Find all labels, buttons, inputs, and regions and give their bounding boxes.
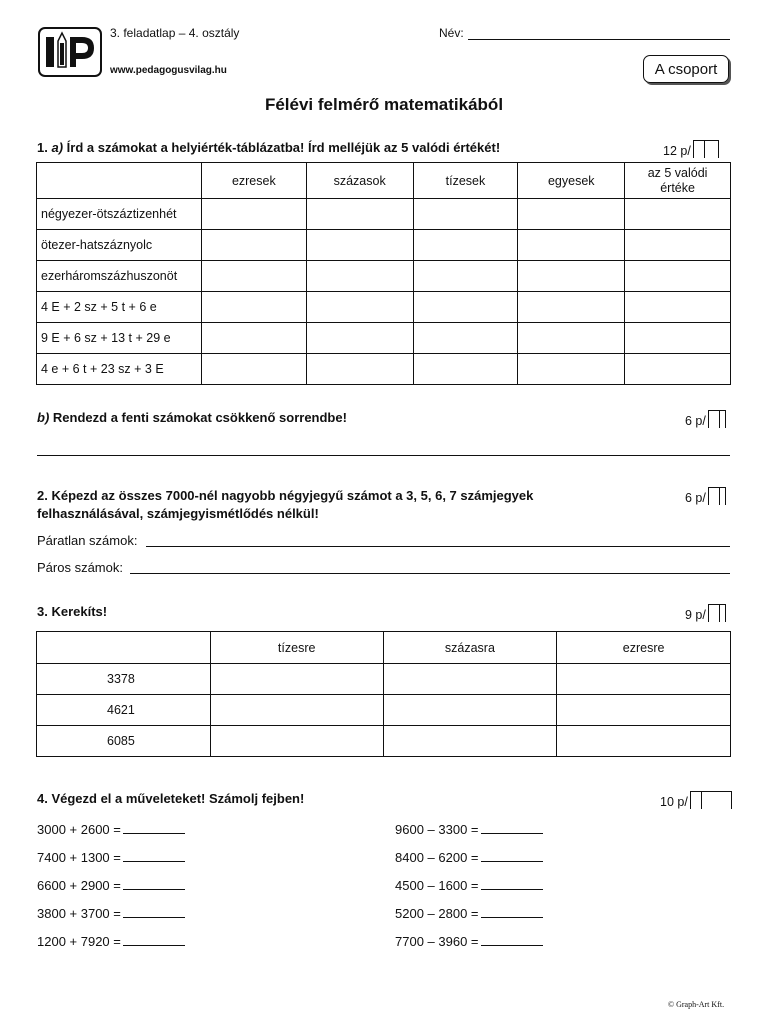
header-cell-tizesek: tízesek xyxy=(413,163,518,199)
header-cell-egyesek: egyesek xyxy=(518,163,625,199)
table-header-row xyxy=(37,632,731,664)
equation-left-5: 1200 + 7920 = xyxy=(37,933,185,949)
answer-cell[interactable] xyxy=(518,323,625,354)
task1b-answer-line[interactable] xyxy=(37,455,730,456)
answer-cell[interactable] xyxy=(383,726,557,757)
even-numbers-label: Páros számok: xyxy=(37,560,123,575)
answer-cell[interactable] xyxy=(625,230,731,261)
task3-points xyxy=(685,604,726,622)
equation-left-1: 3000 + 2600 = xyxy=(37,821,185,837)
answer-blank[interactable] xyxy=(123,933,185,946)
header-cell-ezresek: ezresek xyxy=(201,163,306,199)
table-row xyxy=(37,695,731,726)
equation-right-2: 8400 – 6200 = xyxy=(395,849,543,865)
name-label: Név: xyxy=(439,26,464,40)
task2-instruction xyxy=(37,487,533,523)
row-label: négyezer-ötszáztizenhét xyxy=(37,199,202,230)
answer-blank[interactable] xyxy=(481,933,543,946)
answer-blank[interactable] xyxy=(123,905,185,918)
answer-cell[interactable] xyxy=(306,292,413,323)
score-box[interactable] xyxy=(708,487,726,505)
task1b-text: Rendezd a fenti számokat csökkenő sorrendbe! xyxy=(52,410,347,425)
header-cell xyxy=(37,632,211,664)
copyright-footer: © Graph-Art Kft. xyxy=(668,1000,725,1009)
answer-blank[interactable] xyxy=(481,821,543,834)
answer-cell[interactable] xyxy=(625,292,731,323)
answer-cell[interactable] xyxy=(625,323,731,354)
task3-points-label: 9 p/ xyxy=(685,608,706,622)
table-header-row xyxy=(37,163,731,199)
score-box[interactable] xyxy=(708,410,726,428)
table-row xyxy=(37,230,731,261)
group-badge-label: A csoport xyxy=(654,60,718,78)
even-numbers-line[interactable] xyxy=(130,573,730,574)
answer-cell[interactable] xyxy=(518,230,625,261)
answer-cell[interactable] xyxy=(413,199,518,230)
task2-text-line1: 2. Képezd az összes 7000-nél nagyobb négyjegyű számot a 3, 5, 6, 7 számjegyek xyxy=(37,488,534,503)
table-row xyxy=(37,726,731,757)
task2-text-line2: felhasználásával, számjegyismétlődés nélkül! xyxy=(37,506,319,521)
answer-blank[interactable] xyxy=(481,849,543,862)
answer-cell[interactable] xyxy=(518,292,625,323)
answer-cell[interactable] xyxy=(557,726,731,757)
header-cell-real-value: az 5 valódi értéke xyxy=(625,163,731,199)
answer-cell[interactable] xyxy=(383,664,557,695)
answer-cell[interactable] xyxy=(210,726,383,757)
task4-points-label: 10 p/ xyxy=(660,795,688,809)
row-label: 3378 xyxy=(37,664,211,695)
row-label: 9 E + 6 sz + 13 t + 29 e xyxy=(37,323,202,354)
task1a-letter: a) xyxy=(51,140,64,155)
answer-cell[interactable] xyxy=(210,695,383,726)
task1b-points xyxy=(685,410,726,428)
answer-cell[interactable] xyxy=(306,323,413,354)
answer-cell[interactable] xyxy=(201,199,306,230)
header-cell-ezresre: ezresre xyxy=(557,632,731,664)
place-value-table xyxy=(36,162,731,385)
task1b-letter: b) xyxy=(37,410,50,425)
answer-blank[interactable] xyxy=(123,821,185,834)
task1-number: 1. xyxy=(37,140,48,155)
answer-cell[interactable] xyxy=(557,664,731,695)
rounding-table xyxy=(36,631,731,757)
equation-right-1: 9600 – 3300 = xyxy=(395,821,543,837)
equation-left-2: 7400 + 1300 = xyxy=(37,849,185,865)
answer-cell[interactable] xyxy=(518,199,625,230)
answer-cell[interactable] xyxy=(201,354,306,385)
task4-points xyxy=(660,791,732,809)
table-row xyxy=(37,664,731,695)
table-row xyxy=(37,261,731,292)
equation-right-5: 7700 – 3960 = xyxy=(395,933,543,949)
task2-points-label: 6 p/ xyxy=(685,491,706,505)
equation-right-4: 5200 – 2800 = xyxy=(395,905,543,921)
answer-blank[interactable] xyxy=(481,877,543,890)
answer-blank[interactable] xyxy=(123,849,185,862)
name-field-line[interactable] xyxy=(468,39,730,40)
score-box[interactable] xyxy=(693,140,719,158)
row-label: 6085 xyxy=(37,726,211,757)
answer-cell[interactable] xyxy=(413,230,518,261)
score-box[interactable] xyxy=(708,604,726,622)
header-cell-szazasra: százasra xyxy=(383,632,557,664)
answer-cell[interactable] xyxy=(306,230,413,261)
answer-cell[interactable] xyxy=(413,292,518,323)
odd-numbers-label: Páratlan számok: xyxy=(37,533,138,548)
answer-cell[interactable] xyxy=(201,230,306,261)
task1b-points-label: 6 p/ xyxy=(685,414,706,428)
answer-cell[interactable] xyxy=(201,261,306,292)
row-label: ötezer-hatszáznyolc xyxy=(37,230,202,261)
answer-cell[interactable] xyxy=(518,261,625,292)
task1a-instruction xyxy=(37,140,500,155)
task1a-text: Írd a számokat a helyiérték-táblázatba! Írd melléjük az 5 valódi értékét! xyxy=(66,140,501,155)
task1a-points xyxy=(663,140,719,158)
task2-points xyxy=(685,487,726,505)
answer-cell[interactable] xyxy=(625,199,731,230)
header-cell xyxy=(37,163,202,199)
website-label: www.pedagogusvilag.hu xyxy=(110,65,227,76)
group-badge xyxy=(643,55,729,83)
task3-instruction: 3. Kerekíts! xyxy=(37,604,108,619)
answer-cell[interactable] xyxy=(518,354,625,385)
equation-left-4: 3800 + 3700 = xyxy=(37,905,185,921)
equation-right-3: 4500 – 1600 = xyxy=(395,877,543,893)
answer-cell[interactable] xyxy=(306,199,413,230)
row-label: 4 e + 6 t + 23 sz + 3 E xyxy=(37,354,202,385)
row-label: ezerháromszázhuszonöt xyxy=(37,261,202,292)
publisher-logo xyxy=(38,27,102,77)
task1a-points-label: 12 p/ xyxy=(663,144,691,158)
answer-cell[interactable] xyxy=(201,323,306,354)
row-label: 4 E + 2 sz + 5 t + 6 e xyxy=(37,292,202,323)
answer-blank[interactable] xyxy=(123,877,185,890)
answer-cell[interactable] xyxy=(383,695,557,726)
answer-cell[interactable] xyxy=(557,695,731,726)
answer-blank[interactable] xyxy=(481,905,543,918)
answer-cell[interactable] xyxy=(413,354,518,385)
table-row xyxy=(37,354,731,385)
answer-cell[interactable] xyxy=(210,664,383,695)
answer-cell[interactable] xyxy=(625,354,731,385)
page-title: Félévi felmérő matematikából xyxy=(264,95,504,114)
row-label: 4621 xyxy=(37,695,211,726)
answer-cell[interactable] xyxy=(306,261,413,292)
answer-cell[interactable] xyxy=(413,261,518,292)
header-cell-tizesre: tízesre xyxy=(210,632,383,664)
table-row xyxy=(37,292,731,323)
answer-cell[interactable] xyxy=(201,292,306,323)
score-box[interactable] xyxy=(690,791,732,809)
odd-numbers-line[interactable] xyxy=(146,546,730,547)
answer-cell[interactable] xyxy=(625,261,731,292)
answer-cell[interactable] xyxy=(306,354,413,385)
task4-instruction: 4. Végezd el a műveleteket! Számolj fejben! xyxy=(37,791,305,806)
sheet-label: 3. feladatlap – 4. osztály xyxy=(110,26,240,40)
answer-cell[interactable] xyxy=(413,323,518,354)
task1b-instruction xyxy=(37,410,347,425)
table-row xyxy=(37,199,731,230)
equation-left-3: 6600 + 2900 = xyxy=(37,877,185,893)
table-row xyxy=(37,323,731,354)
header-cell-szazasok: százasok xyxy=(306,163,413,199)
